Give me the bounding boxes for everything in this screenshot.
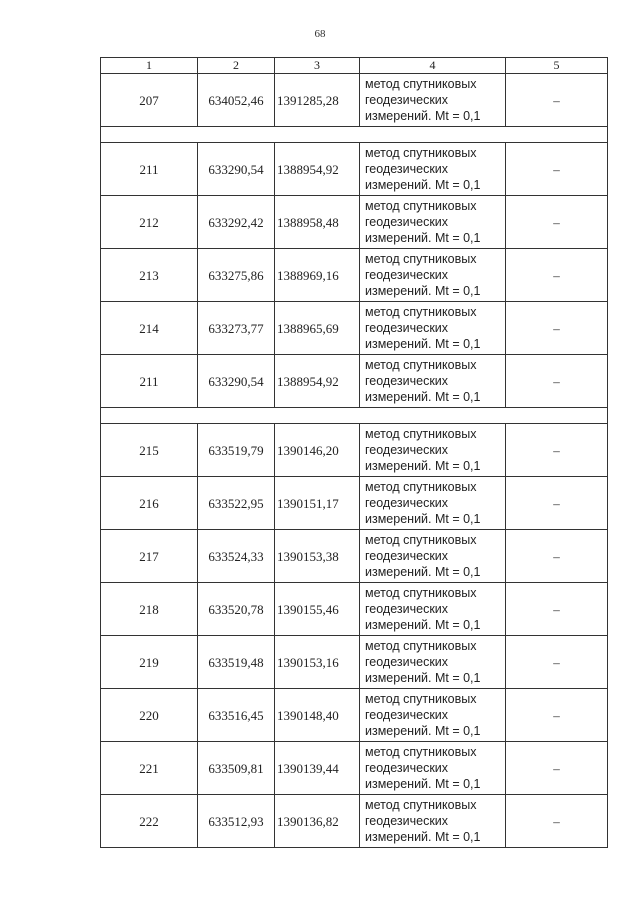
y-coordinate: 1388954,92	[275, 355, 360, 408]
table-row	[101, 742, 608, 795]
method-line: геодезических	[365, 321, 449, 335]
method-line: геодезических	[365, 162, 449, 176]
x-coordinate: 633520,78	[198, 583, 275, 636]
x-coordinate: 633519,79	[198, 424, 275, 477]
coordinates-table	[100, 57, 608, 848]
y-coordinate: 1388954,92	[275, 143, 360, 196]
note-dash: –	[506, 196, 608, 249]
note-dash: –	[506, 477, 608, 530]
note-dash: –	[506, 689, 608, 742]
method-cell	[360, 742, 506, 795]
point-number: 211	[101, 143, 198, 196]
method-line: измерений. Mt = 0,1	[365, 337, 481, 351]
method-cell	[360, 249, 506, 302]
table-row	[101, 795, 608, 848]
method-line: измерений. Mt = 0,1	[365, 390, 481, 404]
coordinates-table-body	[101, 58, 608, 848]
separator-cell	[101, 408, 608, 424]
table-row	[101, 477, 608, 530]
method-line: геодезических	[365, 549, 449, 563]
x-coordinate: 633275,86	[198, 249, 275, 302]
note-dash: –	[506, 742, 608, 795]
point-number: 212	[101, 196, 198, 249]
column-number: 5	[506, 58, 608, 74]
method-cell	[360, 477, 506, 530]
method-line: геодезических	[365, 215, 449, 229]
note-dash: –	[506, 530, 608, 583]
point-number: 221	[101, 742, 198, 795]
method-line: измерений. Mt = 0,1	[365, 671, 481, 685]
table-row	[101, 689, 608, 742]
x-coordinate: 633519,48	[198, 636, 275, 689]
table-row	[101, 424, 608, 477]
method-line: измерений. Mt = 0,1	[365, 109, 481, 123]
method-line: метод спутниковых	[365, 533, 477, 547]
note-dash: –	[506, 302, 608, 355]
x-coordinate: 633524,33	[198, 530, 275, 583]
note-dash: –	[506, 74, 608, 127]
method-cell	[360, 355, 506, 408]
column-number: 1	[101, 58, 198, 74]
method-cell	[360, 583, 506, 636]
y-coordinate: 1388969,16	[275, 249, 360, 302]
method-line: метод спутниковых	[365, 480, 477, 494]
point-number: 219	[101, 636, 198, 689]
method-cell	[360, 196, 506, 249]
column-number: 3	[275, 58, 360, 74]
note-dash: –	[506, 143, 608, 196]
x-coordinate: 633512,93	[198, 795, 275, 848]
point-number: 215	[101, 424, 198, 477]
column-number: 4	[360, 58, 506, 74]
x-coordinate: 633516,45	[198, 689, 275, 742]
table-row	[101, 249, 608, 302]
method-cell	[360, 302, 506, 355]
page-number: 68	[314, 28, 326, 40]
table-row	[101, 530, 608, 583]
method-line: измерений. Mt = 0,1	[365, 231, 481, 245]
y-coordinate: 1390146,20	[275, 424, 360, 477]
table-row	[101, 302, 608, 355]
point-number: 207	[101, 74, 198, 127]
method-line: метод спутниковых	[365, 305, 477, 319]
table-row	[101, 143, 608, 196]
method-line: метод спутниковых	[365, 427, 477, 441]
method-line: метод спутниковых	[365, 639, 477, 653]
method-cell	[360, 530, 506, 583]
method-line: измерений. Mt = 0,1	[365, 830, 481, 844]
method-line: измерений. Mt = 0,1	[365, 777, 481, 791]
method-line: метод спутниковых	[365, 798, 477, 812]
point-number: 211	[101, 355, 198, 408]
note-dash: –	[506, 583, 608, 636]
point-number: 218	[101, 583, 198, 636]
method-line: измерений. Mt = 0,1	[365, 565, 481, 579]
point-number: 216	[101, 477, 198, 530]
y-coordinate: 1390151,17	[275, 477, 360, 530]
method-line: метод спутниковых	[365, 358, 477, 372]
contour-separator-row	[101, 127, 608, 143]
table-row	[101, 355, 608, 408]
table-row	[101, 196, 608, 249]
x-coordinate: 633290,54	[198, 355, 275, 408]
method-line: геодезических	[365, 602, 449, 616]
method-line: измерений. Mt = 0,1	[365, 459, 481, 473]
point-number: 213	[101, 249, 198, 302]
method-line: геодезических	[365, 268, 449, 282]
column-number: 2	[198, 58, 275, 74]
method-line: геодезических	[365, 93, 449, 107]
y-coordinate: 1391285,28	[275, 74, 360, 127]
y-coordinate: 1390153,38	[275, 530, 360, 583]
y-coordinate: 1390148,40	[275, 689, 360, 742]
method-line: измерений. Mt = 0,1	[365, 724, 481, 738]
method-line: геодезических	[365, 814, 449, 828]
method-line: метод спутниковых	[365, 252, 477, 266]
y-coordinate: 1390139,44	[275, 742, 360, 795]
method-cell	[360, 636, 506, 689]
method-cell	[360, 795, 506, 848]
y-coordinate: 1388965,69	[275, 302, 360, 355]
x-coordinate: 633292,42	[198, 196, 275, 249]
y-coordinate: 1390136,82	[275, 795, 360, 848]
x-coordinate: 633509,81	[198, 742, 275, 795]
method-line: метод спутниковых	[365, 199, 477, 213]
x-coordinate: 634052,46	[198, 74, 275, 127]
method-line: геодезических	[365, 496, 449, 510]
point-number: 222	[101, 795, 198, 848]
method-cell	[360, 689, 506, 742]
method-cell	[360, 424, 506, 477]
note-dash: –	[506, 795, 608, 848]
method-line: метод спутниковых	[365, 77, 477, 91]
method-line: геодезических	[365, 761, 449, 775]
method-cell	[360, 143, 506, 196]
point-number: 220	[101, 689, 198, 742]
method-line: геодезических	[365, 655, 449, 669]
contour-separator-row	[101, 408, 608, 424]
point-number: 214	[101, 302, 198, 355]
note-dash: –	[506, 424, 608, 477]
method-line: метод спутниковых	[365, 586, 477, 600]
x-coordinate: 633273,77	[198, 302, 275, 355]
method-line: метод спутниковых	[365, 146, 477, 160]
y-coordinate: 1388958,48	[275, 196, 360, 249]
method-line: геодезических	[365, 708, 449, 722]
method-line: измерений. Mt = 0,1	[365, 618, 481, 632]
method-line: измерений. Mt = 0,1	[365, 512, 481, 526]
method-line: метод спутниковых	[365, 692, 477, 706]
table-row	[101, 74, 608, 127]
column-number-row	[101, 58, 608, 74]
note-dash: –	[506, 249, 608, 302]
table-row	[101, 583, 608, 636]
note-dash: –	[506, 636, 608, 689]
method-line: геодезических	[365, 374, 449, 388]
y-coordinate: 1390153,16	[275, 636, 360, 689]
method-line: измерений. Mt = 0,1	[365, 284, 481, 298]
table-row	[101, 636, 608, 689]
method-line: геодезических	[365, 443, 449, 457]
x-coordinate: 633290,54	[198, 143, 275, 196]
separator-cell	[101, 127, 608, 143]
method-line: метод спутниковых	[365, 745, 477, 759]
note-dash: –	[506, 355, 608, 408]
y-coordinate: 1390155,46	[275, 583, 360, 636]
method-cell	[360, 74, 506, 127]
point-number: 217	[101, 530, 198, 583]
method-line: измерений. Mt = 0,1	[365, 178, 481, 192]
x-coordinate: 633522,95	[198, 477, 275, 530]
